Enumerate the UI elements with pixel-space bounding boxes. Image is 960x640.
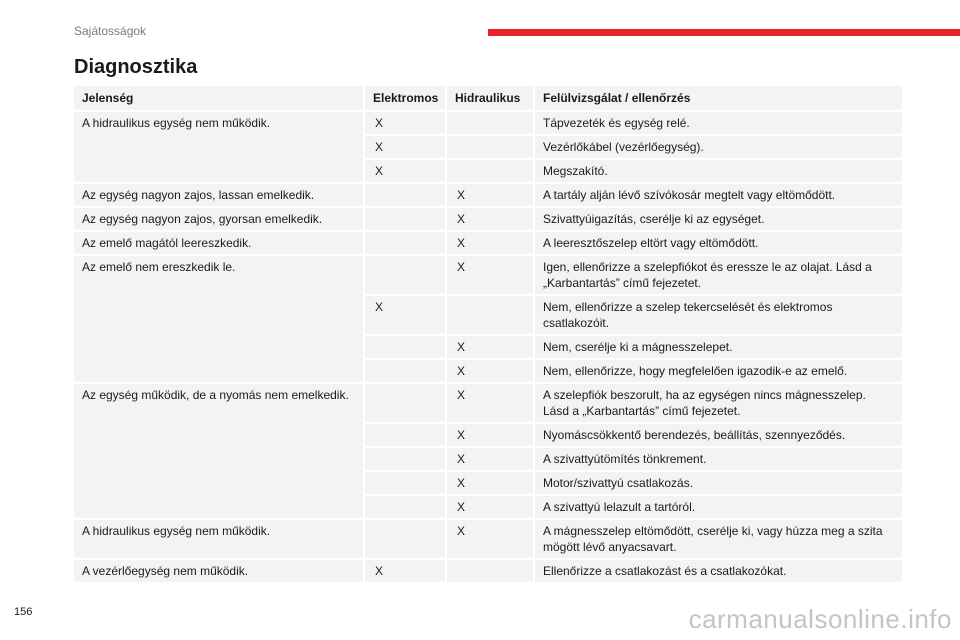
- table-row: [74, 519, 902, 559]
- check-cell: A tartály alján lévő szívókosár megtelt vagy eltömődött.: [534, 183, 902, 207]
- electrical-cell: X: [364, 559, 446, 583]
- check-cell: Megszakító.: [534, 159, 902, 183]
- hydraulic-cell: X: [446, 207, 534, 231]
- hydraulic-cell: X: [446, 231, 534, 255]
- header-symptom: Jelenség: [74, 86, 364, 111]
- diagnostics-table: [74, 86, 902, 584]
- diagnostics-table-container: [74, 86, 902, 584]
- table-row: [74, 383, 902, 423]
- table-row: [74, 207, 902, 231]
- check-cell: Motor/szivattyú csatlakozás.: [534, 471, 902, 495]
- watermark-text: carmanualsonline.info: [688, 604, 952, 634]
- hydraulic-cell: X: [446, 359, 534, 383]
- check-cell: A mágnesszelep eltömődött, cserélje ki, vagy húzza meg a szita mögött lévő anyacsavart.: [534, 519, 902, 559]
- check-cell: Nem, cserélje ki a mágnesszelepet.: [534, 335, 902, 359]
- table-row: [74, 183, 902, 207]
- electrical-cell: [364, 335, 446, 359]
- header-electrical: Elektromos: [364, 86, 446, 111]
- electrical-cell: X: [364, 135, 446, 159]
- hydraulic-cell: X: [446, 495, 534, 519]
- symptom-cell: A vezérlőegység nem működik.: [74, 559, 364, 583]
- hydraulic-cell: X: [446, 383, 534, 423]
- electrical-cell: [364, 495, 446, 519]
- symptom-cell: A hidraulikus egység nem működik.: [74, 111, 364, 183]
- hydraulic-cell: X: [446, 519, 534, 559]
- symptom-cell: Az emelő magától leereszkedik.: [74, 231, 364, 255]
- check-cell: Ellenőrizze a csatlakozást és a csatlakozókat.: [534, 559, 902, 583]
- check-cell: A szelepfiók beszorult, ha az egységen nincs mágnesszelep. Lásd a „Karbantartás” című fejezetet.: [534, 383, 902, 423]
- electrical-cell: [364, 519, 446, 559]
- electrical-cell: [364, 359, 446, 383]
- electrical-cell: [364, 207, 446, 231]
- table-row: [74, 231, 902, 255]
- electrical-cell: [364, 183, 446, 207]
- symptom-cell: Az emelő nem ereszkedik le.: [74, 255, 364, 383]
- check-cell: Nem, ellenőrizze a szelep tekercselését és elektromos csatlakozóit.: [534, 295, 902, 335]
- hydraulic-cell: [446, 135, 534, 159]
- hydraulic-cell: X: [446, 335, 534, 359]
- electrical-cell: X: [364, 159, 446, 183]
- symptom-cell: Az egység nagyon zajos, gyorsan emelkedik.: [74, 207, 364, 231]
- hydraulic-cell: X: [446, 471, 534, 495]
- hydraulic-cell: X: [446, 423, 534, 447]
- check-cell: Nem, ellenőrizze, hogy megfelelően igazodik-e az emelő.: [534, 359, 902, 383]
- check-cell: Nyomáscsökkentő berendezés, beállítás, szennyeződés.: [534, 423, 902, 447]
- symptom-cell: Az egység működik, de a nyomás nem emelkedik.: [74, 383, 364, 519]
- electrical-cell: X: [364, 295, 446, 335]
- section-label: Sajátosságok: [74, 24, 147, 38]
- header-accent-bar: [488, 29, 960, 36]
- table-header-row: [74, 86, 902, 111]
- header-hydraulic: Hidraulikus: [446, 86, 534, 111]
- electrical-cell: [364, 231, 446, 255]
- hydraulic-cell: [446, 295, 534, 335]
- electrical-cell: [364, 423, 446, 447]
- check-cell: A leeresztőszelep eltört vagy eltömődött.: [534, 231, 902, 255]
- symptom-cell: A hidraulikus egység nem működik.: [74, 519, 364, 559]
- page-number: 156: [14, 606, 33, 618]
- hydraulic-cell: X: [446, 447, 534, 471]
- table-row: [74, 255, 902, 295]
- electrical-cell: [364, 447, 446, 471]
- hydraulic-cell: [446, 559, 534, 583]
- electrical-cell: [364, 383, 446, 423]
- table-row: [74, 559, 902, 583]
- check-cell: A szivattyú lelazult a tartóról.: [534, 495, 902, 519]
- hydraulic-cell: [446, 159, 534, 183]
- page-title: Diagnosztika: [74, 56, 198, 78]
- electrical-cell: [364, 471, 446, 495]
- symptom-cell: Az egység nagyon zajos, lassan emelkedik.: [74, 183, 364, 207]
- check-cell: Igen, ellenőrizze a szelepfiókot és eressze le az olajat. Lásd a „Karbantartás” című fejezetet.: [534, 255, 902, 295]
- electrical-cell: [364, 255, 446, 295]
- check-cell: Szivattyúigazítás, cserélje ki az egységet.: [534, 207, 902, 231]
- check-cell: Vezérlőkábel (vezérlőegység).: [534, 135, 902, 159]
- hydraulic-cell: X: [446, 255, 534, 295]
- check-cell: Tápvezeték és egység relé.: [534, 111, 902, 135]
- hydraulic-cell: [446, 111, 534, 135]
- header-check: Felülvizsgálat / ellenőrzés: [534, 86, 902, 111]
- electrical-cell: X: [364, 111, 446, 135]
- table-row: [74, 111, 902, 135]
- check-cell: A szivattyútömítés tönkrement.: [534, 447, 902, 471]
- hydraulic-cell: X: [446, 183, 534, 207]
